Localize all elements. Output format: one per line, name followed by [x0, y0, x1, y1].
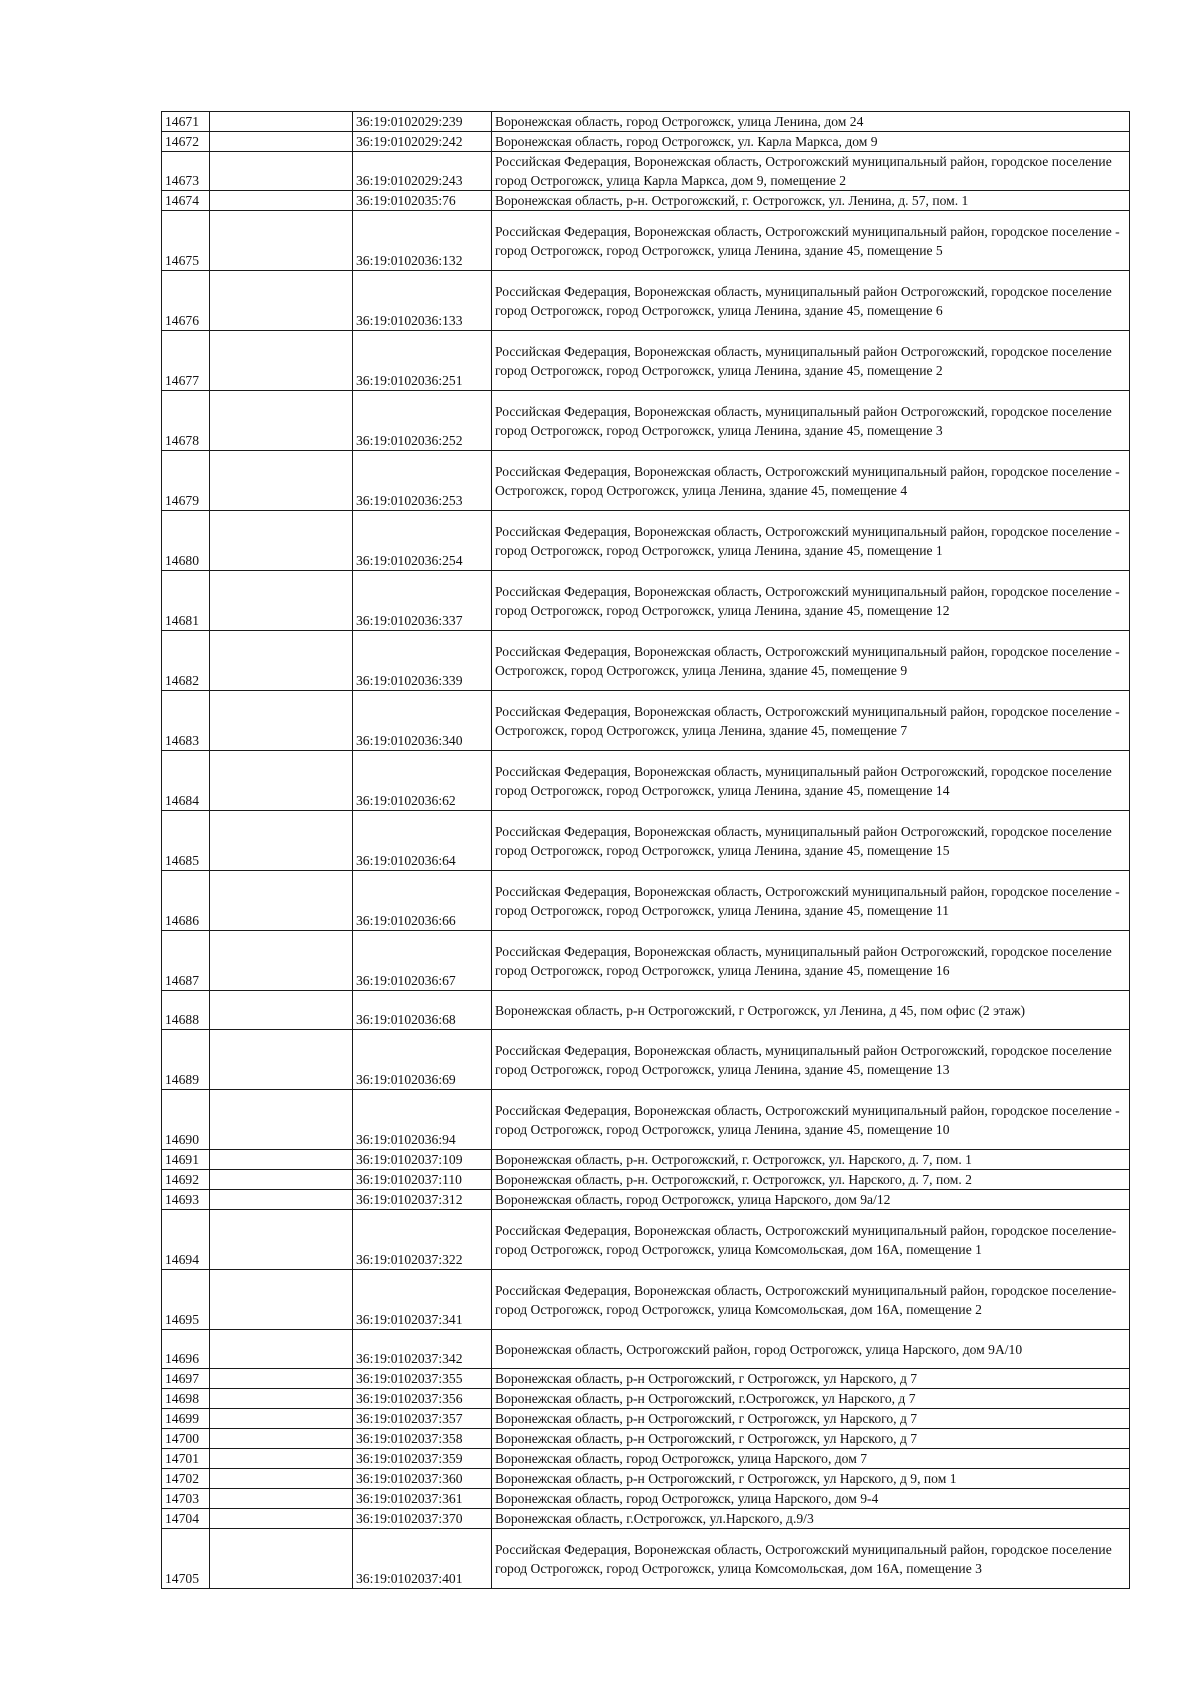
cadastral-number-cell: 36:19:0102037:370 [353, 1509, 492, 1529]
cadastral-number-cell: 36:19:0102037:401 [353, 1529, 492, 1589]
empty-cell [210, 1489, 353, 1509]
address-cell: Российская Федерация, Воронежская область, Острогожский муниципальный район, городское поселение - Острогожск, город Острогожск, улица Ленина, здание 45, помещение 4 [492, 451, 1130, 511]
row-number-cell: 14676 [162, 271, 210, 331]
table-row [162, 331, 1130, 391]
table-row [162, 1210, 1130, 1270]
row-number-cell: 14688 [162, 991, 210, 1030]
cadastral-number-cell: 36:19:0102036:132 [353, 211, 492, 271]
empty-cell [210, 511, 353, 571]
row-number-cell: 14701 [162, 1449, 210, 1469]
cadastral-number-cell: 36:19:0102037:312 [353, 1190, 492, 1210]
address-cell: Воронежская область, город Острогожск, улица Нарского, дом 9а/12 [492, 1190, 1130, 1210]
table-row [162, 1449, 1130, 1469]
address-cell: Воронежская область, р-н. Острогожский, г. Острогожск, ул. Нарского, д. 7, пом. 2 [492, 1170, 1130, 1190]
cadastral-number-cell: 36:19:0102037:322 [353, 1210, 492, 1270]
cadastral-number-cell: 36:19:0102036:62 [353, 751, 492, 811]
row-number-cell: 14704 [162, 1509, 210, 1529]
cadastral-number-cell: 36:19:0102036:251 [353, 331, 492, 391]
empty-cell [210, 931, 353, 991]
cadastral-number-cell: 36:19:0102036:94 [353, 1090, 492, 1150]
row-number-cell: 14691 [162, 1150, 210, 1170]
empty-cell [210, 1529, 353, 1589]
row-number-cell: 14679 [162, 451, 210, 511]
row-number-cell: 14698 [162, 1389, 210, 1409]
address-cell: Российская Федерация, Воронежская область, Острогожский муниципальный район, городское поселение - город Острогожск, город Острогожск, улица Ленина, здание 45, помещение 12 [492, 571, 1130, 631]
cadastral-number-cell: 36:19:0102037:360 [353, 1469, 492, 1489]
cadastral-number-cell: 36:19:0102036:340 [353, 691, 492, 751]
row-number-cell: 14695 [162, 1270, 210, 1330]
table-row [162, 751, 1130, 811]
table-row [162, 211, 1130, 271]
empty-cell [210, 152, 353, 191]
empty-cell [210, 1369, 353, 1389]
table-row [162, 1270, 1130, 1330]
row-number-cell: 14690 [162, 1090, 210, 1150]
table-row [162, 1529, 1130, 1589]
table-row [162, 152, 1130, 191]
empty-cell [210, 1090, 353, 1150]
address-cell: Воронежская область, город Острогожск, улица Нарского, дом 9-4 [492, 1489, 1130, 1509]
table-row [162, 132, 1130, 152]
empty-cell [210, 1389, 353, 1409]
empty-cell [210, 1469, 353, 1489]
address-cell: Российская Федерация, Воронежская область, Острогожский муниципальный район, городское поселение - город Острогожск, город Острогожск, улица Ленина, здание 45, помещение 10 [492, 1090, 1130, 1150]
row-number-cell: 14693 [162, 1190, 210, 1210]
cadastral-number-cell: 36:19:0102036:64 [353, 811, 492, 871]
cadastral-number-cell: 36:19:0102037:359 [353, 1449, 492, 1469]
empty-cell [210, 1150, 353, 1170]
empty-cell [210, 631, 353, 691]
cadastral-number-cell: 36:19:0102037:109 [353, 1150, 492, 1170]
empty-cell [210, 1509, 353, 1529]
cadastral-number-cell: 36:19:0102037:355 [353, 1369, 492, 1389]
table-row [162, 1090, 1130, 1150]
address-cell: Воронежская область, р-н. Острогожский, г. Острогожск, ул. Ленина, д. 57, пом. 1 [492, 191, 1130, 211]
address-cell: Российская Федерация, Воронежская область, муниципальный район Острогожский, городское поселение город Острогожск, город Острогожск, улица Ленина, здание 45, помещение 14 [492, 751, 1130, 811]
table-row [162, 1389, 1130, 1409]
empty-cell [210, 571, 353, 631]
cadastral-number-cell: 36:19:0102037:358 [353, 1429, 492, 1449]
row-number-cell: 14681 [162, 571, 210, 631]
address-cell: Российская Федерация, Воронежская область, Острогожский муниципальный район, городское поселение - город Острогожск, город Острогожск, улица Ленина, здание 45, помещение 5 [492, 211, 1130, 271]
address-cell: Российская Федерация, Воронежская область, муниципальный район Острогожский, городское поселение город Острогожск, город Острогожск, улица Ленина, здание 45, помещение 3 [492, 391, 1130, 451]
address-cell: Российская Федерация, Воронежская область, муниципальный район Острогожский, городское поселение город Острогожск, город Острогожск, улица Ленина, здание 45, помещение 13 [492, 1030, 1130, 1090]
empty-cell [210, 1210, 353, 1270]
address-cell: Воронежская область, г.Острогожск, ул.Нарского, д.9/3 [492, 1509, 1130, 1529]
cadastral-number-cell: 36:19:0102036:337 [353, 571, 492, 631]
row-number-cell: 14677 [162, 331, 210, 391]
address-cell: Воронежская область, р-н Острогожский, г.Острогожск, ул Нарского, д 7 [492, 1389, 1130, 1409]
table-row [162, 1170, 1130, 1190]
table-row [162, 391, 1130, 451]
table-row [162, 631, 1130, 691]
address-cell: Воронежская область, р-н Острогожский, г Острогожск, ул Нарского, д 7 [492, 1409, 1130, 1429]
table-row [162, 1030, 1130, 1090]
row-number-cell: 14702 [162, 1469, 210, 1489]
table-row [162, 1150, 1130, 1170]
row-number-cell: 14671 [162, 112, 210, 132]
empty-cell [210, 112, 353, 132]
row-number-cell: 14692 [162, 1170, 210, 1190]
table-row [162, 271, 1130, 331]
table-row [162, 191, 1130, 211]
address-cell: Российская Федерация, Воронежская область, Острогожский муниципальный район, городское поселение - город Острогожск, город Острогожск, улица Ленина, здание 45, помещение 1 [492, 511, 1130, 571]
table-row [162, 811, 1130, 871]
table-row [162, 112, 1130, 132]
empty-cell [210, 1030, 353, 1090]
row-number-cell: 14699 [162, 1409, 210, 1429]
address-cell: Воронежская область, город Острогожск, ул. Карла Маркса, дом 9 [492, 132, 1130, 152]
empty-cell [210, 751, 353, 811]
empty-cell [210, 1190, 353, 1210]
row-number-cell: 14680 [162, 511, 210, 571]
address-cell: Российская Федерация, Воронежская область, Острогожский муниципальный район, городское поселение - город Острогожск, город Острогожск, улица Ленина, здание 45, помещение 11 [492, 871, 1130, 931]
row-number-cell: 14700 [162, 1429, 210, 1449]
address-cell: Воронежская область, р-н Острогожский, г Острогожск, ул Нарского, д 7 [492, 1369, 1130, 1389]
cadastral-number-cell: 36:19:0102037:356 [353, 1389, 492, 1409]
row-number-cell: 14682 [162, 631, 210, 691]
address-cell: Российская Федерация, Воронежская область, муниципальный район Острогожский, городское поселение город Острогожск, город Острогожск, улица Ленина, здание 45, помещение 2 [492, 331, 1130, 391]
registry-table-body [162, 112, 1130, 1589]
table-row [162, 451, 1130, 511]
empty-cell [210, 211, 353, 271]
cadastral-number-cell: 36:19:0102029:242 [353, 132, 492, 152]
address-cell: Российская Федерация, Воронежская область, Острогожский муниципальный район, городское поселение город Острогожск, город Острогожск, улица Комсомольская, дом 16А, помещение 3 [492, 1529, 1130, 1589]
cadastral-number-cell: 36:19:0102029:243 [353, 152, 492, 191]
address-cell: Воронежская область, р-н Острогожский, г Острогожск, ул Ленина, д 45, пом офис (2 этаж) [492, 991, 1130, 1030]
empty-cell [210, 1449, 353, 1469]
cadastral-number-cell: 36:19:0102036:252 [353, 391, 492, 451]
address-cell: Воронежская область, р-н Острогожский, г Острогожск, ул Нарского, д 7 [492, 1429, 1130, 1449]
address-cell: Российская Федерация, Воронежская область, Острогожский муниципальный район, городское поселение - Острогожск, город Острогожск, улица Ленина, здание 45, помещение 9 [492, 631, 1130, 691]
table-row [162, 1509, 1130, 1529]
empty-cell [210, 391, 353, 451]
cadastral-number-cell: 36:19:0102036:68 [353, 991, 492, 1030]
table-row [162, 1190, 1130, 1210]
row-number-cell: 14705 [162, 1529, 210, 1589]
cadastral-number-cell: 36:19:0102036:339 [353, 631, 492, 691]
row-number-cell: 14683 [162, 691, 210, 751]
empty-cell [210, 1330, 353, 1369]
cadastral-number-cell: 36:19:0102036:254 [353, 511, 492, 571]
address-cell: Российская Федерация, Воронежская область, Острогожский муниципальный район, городское поселение город Острогожск, улица Карла Маркса, дом 9, помещение 2 [492, 152, 1130, 191]
row-number-cell: 14689 [162, 1030, 210, 1090]
empty-cell [210, 811, 353, 871]
empty-cell [210, 1429, 353, 1449]
address-cell: Воронежская область, город Острогожск, улица Ленина, дом 24 [492, 112, 1130, 132]
cadastral-number-cell: 36:19:0102037:110 [353, 1170, 492, 1190]
address-cell: Российская Федерация, Воронежская область, муниципальный район Острогожский, городское поселение город Острогожск, город Острогожск, улица Ленина, здание 45, помещение 6 [492, 271, 1130, 331]
table-row [162, 931, 1130, 991]
table-row [162, 1330, 1130, 1369]
cadastral-number-cell: 36:19:0102036:253 [353, 451, 492, 511]
table-row [162, 1469, 1130, 1489]
empty-cell [210, 1409, 353, 1429]
row-number-cell: 14687 [162, 931, 210, 991]
row-number-cell: 14694 [162, 1210, 210, 1270]
empty-cell [210, 331, 353, 391]
row-number-cell: 14696 [162, 1330, 210, 1369]
address-cell: Российская Федерация, Воронежская область, Острогожский муниципальный район, городское поселение - Острогожск, город Острогожск, улица Ленина, здание 45, помещение 7 [492, 691, 1130, 751]
cadastral-number-cell: 36:19:0102036:67 [353, 931, 492, 991]
row-number-cell: 14685 [162, 811, 210, 871]
table-row [162, 871, 1130, 931]
cadastral-number-cell: 36:19:0102037:342 [353, 1330, 492, 1369]
address-cell: Воронежская область, город Острогожск, улица Нарского, дом 7 [492, 1449, 1130, 1469]
address-cell: Российская Федерация, Воронежская область, Острогожский муниципальный район, городское поселение- город Острогожск, город Острогожск, улица Комсомольская, дом 16А, помещение 2 [492, 1270, 1130, 1330]
address-cell: Российская Федерация, Воронежская область, муниципальный район Острогожский, городское поселение город Острогожск, город Острогожск, улица Ленина, здание 45, помещение 15 [492, 811, 1130, 871]
cadastral-number-cell: 36:19:0102035:76 [353, 191, 492, 211]
address-cell: Российская Федерация, Воронежская область, муниципальный район Острогожский, городское поселение город Острогожск, город Острогожск, улица Ленина, здание 45, помещение 16 [492, 931, 1130, 991]
cadastral-number-cell: 36:19:0102037:341 [353, 1270, 492, 1330]
table-row [162, 571, 1130, 631]
table-row [162, 511, 1130, 571]
row-number-cell: 14703 [162, 1489, 210, 1509]
row-number-cell: 14673 [162, 152, 210, 191]
table-row [162, 691, 1130, 751]
cadastral-number-cell: 36:19:0102036:66 [353, 871, 492, 931]
empty-cell [210, 451, 353, 511]
empty-cell [210, 691, 353, 751]
empty-cell [210, 991, 353, 1030]
empty-cell [210, 871, 353, 931]
row-number-cell: 14675 [162, 211, 210, 271]
row-number-cell: 14697 [162, 1369, 210, 1389]
table-row [162, 1489, 1130, 1509]
table-row [162, 1429, 1130, 1449]
empty-cell [210, 271, 353, 331]
table-row [162, 1369, 1130, 1389]
table-row [162, 991, 1130, 1030]
cadastral-number-cell: 36:19:0102036:133 [353, 271, 492, 331]
empty-cell [210, 1170, 353, 1190]
row-number-cell: 14678 [162, 391, 210, 451]
address-cell: Российская Федерация, Воронежская область, Острогожский муниципальный район, городское поселение- город Острогожск, город Острогожск, улица Комсомольская, дом 16А, помещение 1 [492, 1210, 1130, 1270]
row-number-cell: 14674 [162, 191, 210, 211]
address-cell: Воронежская область, Острогожский район, город Острогожск, улица Нарского, дом 9А/10 [492, 1330, 1130, 1369]
property-registry-table [161, 111, 1130, 1589]
row-number-cell: 14684 [162, 751, 210, 811]
cadastral-number-cell: 36:19:0102037:361 [353, 1489, 492, 1509]
cadastral-number-cell: 36:19:0102037:357 [353, 1409, 492, 1429]
address-cell: Воронежская область, р-н Острогожский, г Острогожск, ул Нарского, д 9, пом 1 [492, 1469, 1130, 1489]
empty-cell [210, 132, 353, 152]
empty-cell [210, 1270, 353, 1330]
cadastral-number-cell: 36:19:0102029:239 [353, 112, 492, 132]
empty-cell [210, 191, 353, 211]
row-number-cell: 14672 [162, 132, 210, 152]
table-row [162, 1409, 1130, 1429]
row-number-cell: 14686 [162, 871, 210, 931]
address-cell: Воронежская область, р-н. Острогожский, г. Острогожск, ул. Нарского, д. 7, пом. 1 [492, 1150, 1130, 1170]
cadastral-number-cell: 36:19:0102036:69 [353, 1030, 492, 1090]
